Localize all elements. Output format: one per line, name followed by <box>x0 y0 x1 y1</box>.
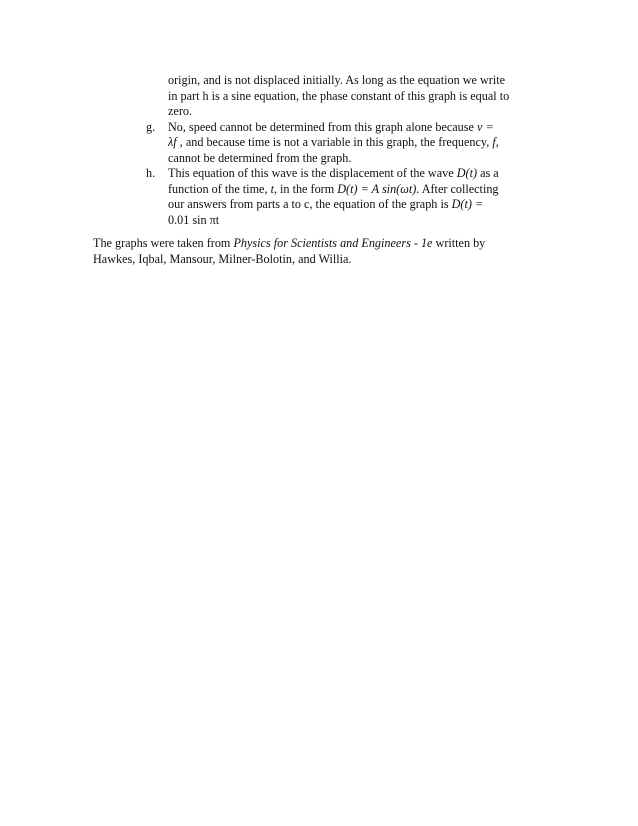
item-g-line-3: cannot be determined from the graph. <box>168 150 352 165</box>
item-h-line-2-text: function of the time, <box>168 181 271 196</box>
item-h-line-2-mid: , in the form <box>273 181 338 196</box>
attribution-line-2: Hawkes, Iqbal, Mansour, Milner-Bolotin, and Willia. <box>93 251 352 266</box>
item-g-line-1-math: v = <box>476 119 494 134</box>
item-f-line-3: zero. <box>168 104 193 118</box>
item-g-line-2-text: , and because time is not a variable in this graph, the frequency, <box>176 135 493 149</box>
attribution-prefix: The graphs were taken from <box>93 236 234 250</box>
item-h-line-1-math: D(t) <box>456 166 478 180</box>
item-g-line-2-math-2: f <box>492 135 496 149</box>
item-h-line-2 <box>168 182 548 198</box>
item-h-marker: h. <box>146 166 156 180</box>
attribution-line-1 <box>93 236 543 252</box>
item-h-line-1-text: This equation of this wave is the displacement of the wave <box>168 166 457 180</box>
item-h-line-2-math: t <box>270 181 274 196</box>
item-f-line-2: in part h is a sine equation, the phase constant of this graph is equal to <box>168 88 510 103</box>
item-h-line-2-math-3: sin(ωt) <box>378 181 417 196</box>
item-h-line-3 <box>168 197 548 213</box>
list-item-h <box>146 166 548 228</box>
attribution-book-title: Physics for Scientists and Engineers - 1e <box>233 236 433 250</box>
item-g-line-1-text: No, speed cannot be determined from this graph alone because <box>168 119 477 134</box>
item-f-line-1: origin, and is not displaced initially. As long as the equation we write <box>168 73 506 87</box>
attribution-suffix: written by <box>432 236 486 250</box>
list-item-f-continuation <box>168 73 548 120</box>
item-g-line-2-math: λf <box>168 135 177 149</box>
item-g-line-2 <box>168 135 548 151</box>
item-h-line-1 <box>168 166 548 182</box>
item-g-marker: g. <box>146 119 156 134</box>
list-item-g <box>146 119 548 167</box>
item-g-line-2-tail: , <box>495 135 499 149</box>
item-h-line-2-tail: . After collecting <box>416 181 499 196</box>
answer-list <box>146 73 548 228</box>
attribution-paragraph <box>93 236 543 267</box>
item-h-line-2-math-2: D(t) = A <box>337 181 379 196</box>
item-h-line-3-math: D(t) = <box>451 197 484 211</box>
item-h-line-4: 0.01 sin πt <box>168 212 220 227</box>
item-h-line-1-tail: as a <box>477 166 499 180</box>
item-h-line-3-text: our answers from parts a to c, the equation of the graph is <box>168 197 452 211</box>
item-g-line-1 <box>168 120 548 136</box>
